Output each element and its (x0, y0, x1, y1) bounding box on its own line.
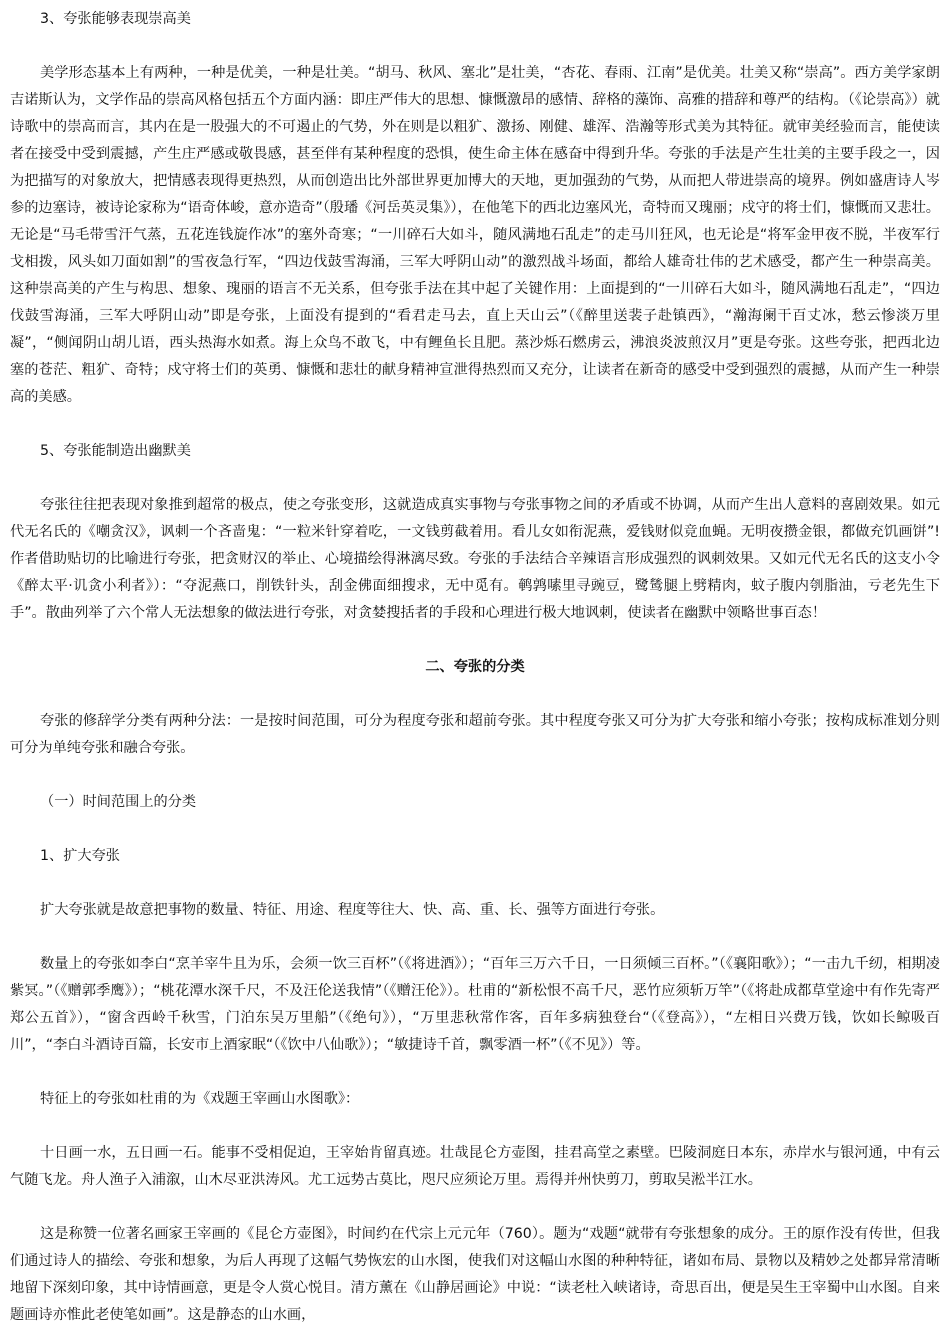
heading-expand: 1、扩大夸张 (40, 848, 120, 864)
paragraph-classification: 夸张的修辞学分类有两种分法：一是按时间范围，可分为程度夸张和超前夸张。其中程度夸张又可分为扩大夸张和缩小夸张；按构成标准划分则可分为单纯夸张和融合夸张。 (10, 713, 940, 756)
paragraph-sublime: 美学形态基本上有两种，一种是优美，一种是壮美。“胡马、秋风、塞北”是壮美，“杏花、春雨、江南”是优美。壮美又称“崇高”。西方美学家朗吉诺斯认为，文学作品的崇高风格包括五个方面内涵：即庄严伟大的思想、慷慨激昂的感情、辞格的藻饰、高雅的措辞和尊严的结构。（《论崇高》）就诗歌中的崇高而言，其内在是一股强大的不可遏止的气势，外在则是以粗犷、激扬、刚健、雄浑、浩瀚等形式美为其特征。就审美经验而言，能使读者在接受中受到震撼，产生庄严感或敬畏感，甚至伴有某种程度的恐惧，使生命主体在感奋中得到升华。夸张的手法是产生壮美的主要手段之一，因为把描写的对象放大，把情感表现得更热烈，从而创造出比外部世界更加博大的天地，更加强劲的气势，从而把人带进崇高的境界。例如盛唐诗人岑参的边塞诗，被诗论家称为“语奇体峻，意亦造奇”（殷璠《河岳英灵集》），在他笔下的西北边塞风光，奇特而又瑰丽；戍守的将士们，慷慨而又悲壮。无论是“马毛带雪汗气蒸，五花连钱旋作冰”的塞外奇寒；“一川碎石大如斗，随风满地石乱走”的走马川狂风，也无论是“将军金甲夜不脱，半夜军行戈相拨，风头如刀面如割”的雪夜急行军，“四边伐鼓雪海涌，三军大呼阴山动”的激烈战斗场面，都给人雄奇壮伟的艺术感受，都产生一种崇高美。这种崇高美的产生与构思、想象、瑰丽的语言不无关系，但夸张手法在其中起了关键作用：上面提到的“一川碎石大如斗，随风满地石乱走”，“四边伐鼓雪海涌，三军大呼阴山动”即是夸张，上面没有提到的“看君走马去，直上天山云”（《醉里送裴子赴镇西》，“瀚海阑干百丈冰，愁云惨淡万里凝”，“侧闻阴山胡儿语，西头热海水如煮。海上众鸟不敢飞，中有鲤鱼长且肥。蒸沙烁石燃虏云，沸浪炎波煎汉月”更是夸张。这些夸张，把西北边塞的苍茫、粗犷、奇特；戍守将士们的英勇、慷慨和悲壮的献身精神宣泄得热烈而又充分，让读者在新奇的感受中受到强烈的震撼，从而产生一种崇高的美感。 (10, 65, 940, 405)
paragraph-praise: 这是称赞一位著名画家王宰画的《昆仑方壶图》，时间约在代宗上元元年（760）。题为“戏题“就带有夸张想象的成分。王的原作没有传世，但我们通过诗人的描绘、夸张和想象，为后人再现了这幅气势恢宏的山水图，使我们对这幅山水图的种种特征，诸如布局、景物以及精妙之处都异常清晰地留下深刻印象，其中诗情画意，更是令人赏心悦目。清方薰在《山静居画论》中说：“读老杜入峡诸诗，奇思百出，便是吴生王宰蜀中山水图。自来题画诗亦惟此老使笔如画”。这是静态的山水画， (10, 1226, 940, 1323)
paragraph-expand-definition: 扩大夸张就是故意把事物的数量、特征、用途、程度等往大、快、高、重、长、强等方面进行夸张。 (40, 902, 665, 918)
heading-sublime: 3、夸张能够表现崇高美 (40, 11, 191, 27)
paragraph-humor: 夸张往往把表现对象推到超常的极点，使之夸张变形，这就造成真实事物与夸张事物之间的矛盾或不协调，从而产生出人意料的喜剧效果。如元代无名氏的《嘲贪汉》，讽刺一个吝啬鬼：“一粒米针穿着吃，一文钱剪截着用。看儿女如衔泥燕，爱钱财似竞血蝇。无明夜攒金银，都做充饥画饼”!作者借助贴切的比喻进行夸张，把贪财汉的举止、心境描绘得淋漓尽致。夸张的手法结合辛辣语言形成强烈的讽刺效果。又如元代无名氏的这支小令《醉太平·讥贪小利者》）：“夺泥燕口，削铁针头，刮金佛面细搜求，无中觅有。鹌鹑嗉里寻豌豆，鹭鸶腿上劈精肉，蚊子腹内刳脂油，亏老先生下手”。散曲列举了六个常人无法想象的做法进行夸张，对贪婪搜括者的手段和心理进行极大地讽刺，使读者在幽默中领略世事百态！ (10, 497, 940, 621)
paragraph-feature-intro: 特征上的夸张如杜甫的为《戏题王宰画山水图歌》： (40, 1091, 360, 1107)
paragraph-quantity: 数量上的夸张如李白“烹羊宰牛且为乐，会须一饮三百杯”（《将进酒》）；“百年三万六千日，一日须倾三百杯。”（《襄阳歌》）；“一击九千纫，相期凌紫冥。”（《赠郭季鹰》）；“桃花潭水深千尺，不及汪伦送我情”（《赠汪伦》）。杜甫的“新松恨不高千尺，恶竹应须斩万竿”（《将赴成都草堂途中有作先寄严郑公五首》），“窗含西岭千秋雪，门泊东吴万里船”（《绝句》），“万里悲秋常作客，百年多病独登台“（《登高》），“左相日兴费万钱，饮如长鲸吸百川”，“李白斗酒诗百篇，长安市上酒家眠“（《饮中八仙歌》）；“敏捷诗千首，飘零酒一杯”（《不见》）等。 (10, 956, 940, 1053)
poem-block: 十日画一水，五日画一石。能事不受相促迫，王宰始肯留真迹。壮哉昆仑方壶图，挂君高堂之素壁。巴陵洞庭日本东，赤岸水与银河通，中有云气随飞龙。舟人渔子入浦溆，山木尽亚洪涛风。尤工远势古莫比，咫尺应须论万里。焉得并州快剪刀，剪取吴淞半江水。 (10, 1145, 940, 1188)
document-page (10, 6, 940, 1329)
section-title: 二、夸张的分类 (425, 659, 525, 675)
heading-humor: 5、夸张能制造出幽默美 (40, 443, 191, 459)
subheading-time-range: （一）时间范围上的分类 (40, 794, 197, 810)
